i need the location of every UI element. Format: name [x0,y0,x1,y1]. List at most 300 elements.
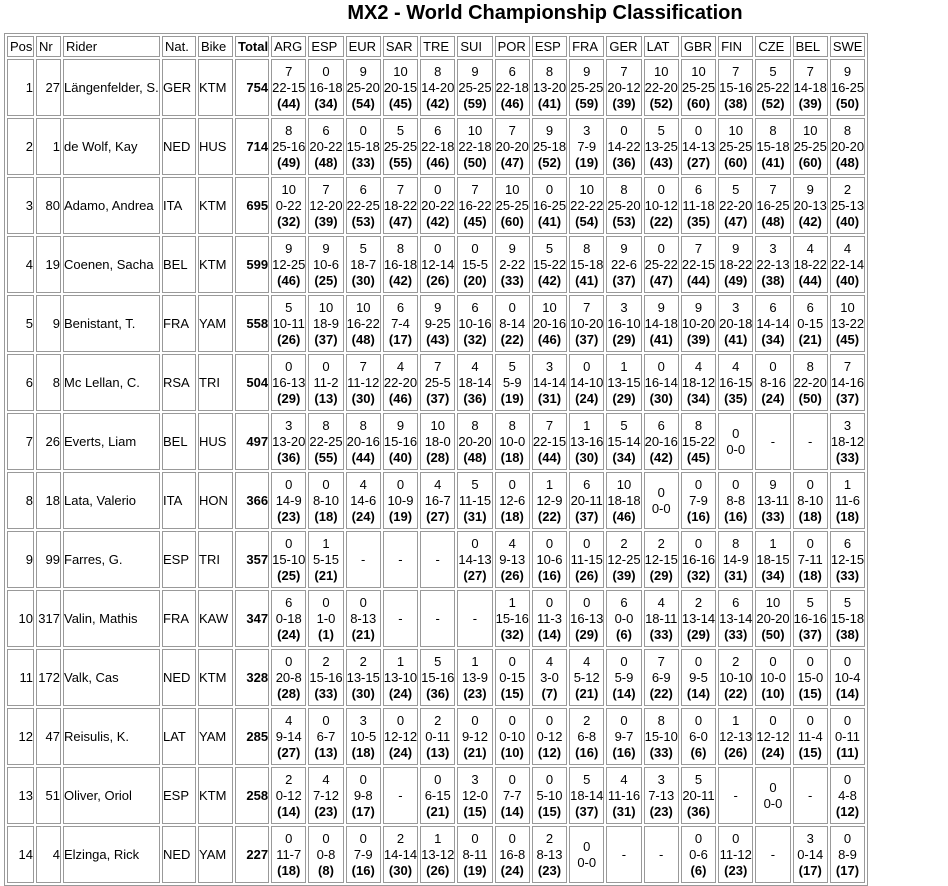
race-points: (40) [835,213,860,229]
race-bonus: 7 [471,181,479,197]
race-bonus: 3 [285,417,293,433]
total-cell: 227 [235,826,269,883]
race-result-cell [495,354,530,411]
race-bonus: 0 [322,712,330,728]
header-total: Total [235,36,269,57]
race-points: (13) [314,744,338,760]
race-heats: 11-12 [719,846,752,862]
race-result-cell [271,354,306,411]
no-result: - [621,846,627,862]
header-race: GBR [681,36,716,57]
race-points: (38) [835,626,860,642]
race-result-cell [457,177,492,234]
race-result-cell [718,177,753,234]
race-points: (49) [724,272,748,288]
race-points: (17) [388,331,413,347]
race-bonus: 7 [620,63,628,79]
race-bonus: 0 [508,830,516,846]
number-cell: 18 [36,472,61,529]
header-race: POR [495,36,530,57]
race-points: (32) [277,213,301,229]
race-points: (33) [761,508,785,524]
race-result-cell [793,531,828,588]
race-points: (33) [500,272,524,288]
race-bonus: 0 [657,484,665,500]
race-result-cell [681,649,716,706]
race-bonus: 1 [545,476,554,492]
race-result-cell [532,59,567,116]
total-cell: 754 [235,59,269,116]
race-points: (22) [537,508,562,524]
race-result-cell [457,649,492,706]
race-points: (40) [388,449,413,465]
race-heats: 25-25 [719,138,753,154]
race-points: (50) [463,154,487,170]
race-result-cell [569,59,604,116]
race-result-cell [793,590,828,647]
race-points: (26) [426,272,450,288]
position-cell: 3 [7,177,34,234]
header-race: ESP [532,36,567,57]
race-result-cell [346,236,381,293]
race-heats: 0-0 [726,441,746,457]
race-result-cell [271,531,306,588]
race-bonus: 10 [653,63,669,79]
race-bonus: 0 [471,712,479,728]
race-result-cell [495,472,530,529]
race-bonus: 6 [359,181,367,197]
race-heats: 8-11 [462,846,488,862]
race-bonus: 9 [806,181,814,197]
race-result-cell [308,649,343,706]
race-bonus: 0 [322,476,330,492]
race-bonus: 1 [434,830,442,846]
total-cell: 258 [235,767,269,824]
race-result-cell [569,590,604,647]
race-result-cell [755,295,790,352]
race-result-cell [606,649,641,706]
race-heats: 16-18 [309,79,343,95]
race-points: (36) [277,449,301,465]
race-points: (18) [314,508,338,524]
race-points: (20) [463,272,487,288]
race-points: (19) [463,862,487,878]
race-result-cell [606,708,641,765]
race-result-cell [718,236,753,293]
race-bonus: 0 [694,653,703,669]
race-result-cell [606,118,641,175]
race-heats: 22-15 [532,433,567,449]
race-heats: 22-15 [272,79,306,95]
race-bonus: 8 [396,240,405,256]
race-heats: 5-15 [312,551,339,567]
race-bonus: 2 [285,771,293,787]
race-points: (23) [724,862,748,878]
race-bonus: 0 [434,771,442,787]
race-result-cell [420,295,455,352]
race-result-cell [644,708,679,765]
race-result-cell [830,118,865,175]
race-points: (30) [575,449,599,465]
race-result-cell [718,59,753,116]
race-bonus: 10 [430,417,445,433]
race-bonus: 8 [806,358,814,374]
race-heats: 25-20 [607,197,641,213]
race-heats: 20-16 [644,433,678,449]
race-result-cell [718,354,753,411]
header-race: ESP [308,36,343,57]
header-race: SWE [830,36,865,57]
race-result-cell [644,472,679,529]
race-result-cell [718,708,753,765]
race-points: (29) [575,626,599,642]
race-points: (32) [500,626,524,642]
race-points: (48) [761,213,785,229]
race-bonus: 0 [657,358,665,374]
race-points: (21) [798,331,822,347]
race-bonus: 1 [843,476,852,492]
table-row [7,354,865,411]
number-cell: 99 [36,531,61,588]
race-bonus: 0 [583,838,591,854]
race-heats: 25-25 [458,79,492,95]
race-result-cell [420,59,455,116]
race-points: (33) [835,449,860,465]
race-points: (35) [686,213,711,229]
race-bonus: 3 [583,122,591,138]
race-heats: 6-0 [689,728,708,744]
race-heats: 7-9 [689,492,708,508]
race-points: (31) [724,567,748,583]
race-points: (45) [686,449,711,465]
race-heats: 15-16 [421,669,455,685]
race-heats: 22-13 [756,256,790,272]
race-bonus: 4 [583,653,591,669]
race-points: (60) [500,213,524,229]
race-result-cell [606,767,641,824]
race-points: (41) [537,213,562,229]
bike-cell: YAM [198,826,233,883]
race-result-cell [308,354,343,411]
header-race: EUR [346,36,381,57]
race-result-cell [383,649,418,706]
race-heats: 11-15 [458,492,492,508]
race-points: (48) [835,154,860,170]
race-points: (25) [277,567,301,583]
race-result-cell [532,590,567,647]
position-cell: 11 [7,649,34,706]
rider-cell: Reisulis, K. [63,708,160,765]
race-result-cell [718,649,753,706]
race-bonus: 4 [806,240,814,256]
race-bonus: 2 [359,653,367,669]
total-cell: 497 [235,413,269,470]
race-heats: 25-25 [793,138,827,154]
race-heats: 8-8 [726,492,746,508]
race-points: (42) [426,95,450,111]
race-bonus: 6 [769,299,777,315]
race-bonus: 0 [732,476,740,492]
number-cell: 8 [36,354,61,411]
race-bonus: 3 [545,358,554,374]
race-result-cell [830,590,865,647]
race-result-cell [383,590,418,647]
race-heats: 5-9 [614,669,634,685]
race-bonus: 4 [508,535,516,551]
race-bonus: 0 [359,122,367,138]
race-points: (21) [575,685,599,701]
race-points: (18) [798,508,822,524]
race-result-cell [830,295,865,352]
race-heats: 16-16 [681,551,716,567]
race-result-cell [457,708,492,765]
race-heats: 4-8 [838,787,857,803]
race-bonus: 0 [843,712,852,728]
race-bonus: 1 [322,535,330,551]
race-result-cell [346,708,381,765]
race-points: (60) [686,95,711,111]
race-result-cell [718,295,753,352]
number-cell: 51 [36,767,61,824]
race-points: (15) [500,685,524,701]
race-result-cell [755,472,790,529]
race-bonus: 4 [359,476,367,492]
race-heats: 22-22 [570,197,604,213]
table-row [7,413,865,470]
race-result-cell [383,413,418,470]
race-heats: 11-15 [570,551,603,567]
no-result: - [808,787,813,803]
race-bonus: 5 [545,240,554,256]
race-heats: 0-14 [797,846,824,862]
header-pos: Pos [7,36,34,57]
race-heats: 11-2 [313,374,339,390]
race-bonus: 6 [657,417,665,433]
race-bonus: 7 [508,122,516,138]
race-bonus: 9 [620,240,628,256]
number-cell: 80 [36,177,61,234]
race-points: (53) [351,213,375,229]
race-bonus: 8 [471,417,479,433]
race-result-cell [495,413,530,470]
race-heats: 14-9 [722,551,749,567]
bike-cell: YAM [198,295,233,352]
race-bonus: 0 [843,771,852,787]
race-bonus: 10 [281,181,296,197]
rider-cell: Oliver, Oriol [63,767,160,824]
race-heats: 16-25 [532,197,567,213]
race-points: (15) [537,803,562,819]
race-bonus: 7 [657,653,665,669]
race-bonus: 2 [843,181,852,197]
race-heats: 10-0 [759,669,786,685]
race-bonus: 0 [508,771,516,787]
race-points: (16) [686,508,711,524]
race-result-cell [271,59,306,116]
race-result-cell [308,177,343,234]
race-result-cell [383,708,418,765]
race-result-cell [346,826,381,883]
race-points: (52) [649,95,673,111]
race-points: (23) [277,508,301,524]
race-result-cell [495,590,530,647]
race-points: (60) [724,154,748,170]
race-heats: 20-16 [532,315,567,331]
race-bonus: 0 [694,712,703,728]
race-heats: 8-13 [350,610,377,626]
race-heats: 7-9 [353,846,373,862]
race-points: (22) [724,685,748,701]
race-result-cell [718,118,753,175]
race-bonus: 7 [396,181,405,197]
race-bonus: 10 [840,299,855,315]
race-result-cell [681,118,716,175]
race-heats: 8-13 [536,846,563,862]
race-points: (29) [686,626,711,642]
race-result-cell [569,708,604,765]
position-cell: 12 [7,708,34,765]
race-heats: 10-6 [312,256,339,272]
position-cell: 13 [7,767,34,824]
race-bonus: 1 [471,653,479,669]
race-bonus: 9 [396,417,405,433]
number-cell: 317 [36,590,61,647]
race-bonus: 2 [545,830,554,846]
race-result-cell [308,118,343,175]
race-points: (18) [500,449,524,465]
position-cell: 14 [7,826,34,883]
race-result-cell [830,531,865,588]
race-result-cell [346,649,381,706]
race-points: (33) [649,744,673,760]
race-bonus: 6 [434,122,442,138]
race-heats: 13-25 [644,138,678,154]
race-points: (39) [686,331,711,347]
header-bike: Bike [198,36,233,57]
race-bonus: 0 [732,425,740,441]
race-bonus: 5 [583,771,591,787]
race-bonus: 8 [508,417,516,433]
race-points: (27) [686,154,711,170]
race-bonus: 3 [732,299,740,315]
race-bonus: 0 [657,240,665,256]
race-heats: 16-13 [272,374,306,390]
classification-table [4,33,868,886]
race-heats: 18-7 [350,256,377,272]
race-result-cell [830,472,865,529]
race-heats: 22-18 [495,79,529,95]
race-result-cell [383,177,418,234]
race-heats: 0-15 [797,315,824,331]
race-points: (59) [463,95,487,111]
race-heats: 13-14 [719,610,753,626]
race-heats: 16-18 [383,256,418,272]
race-points: (27) [463,567,487,583]
race-heats: 14-22 [607,138,641,154]
race-result-cell [681,236,716,293]
race-points: (36) [612,154,636,170]
race-points: (36) [463,390,487,406]
race-heats: 13-9 [461,669,488,685]
race-result-cell [755,177,790,234]
race-heats: 5-10 [536,787,563,803]
race-result-cell [606,177,641,234]
race-points: (37) [575,803,599,819]
race-points: (33) [724,626,748,642]
position-cell: 4 [7,236,34,293]
race-heats: 5-12 [573,669,600,685]
race-heats: 11-16 [607,787,641,803]
race-result-cell [420,354,455,411]
nationality-cell: RSA [162,354,196,411]
race-heats: 16-25 [830,79,865,95]
race-result-cell [793,767,828,824]
race-result-cell [495,708,530,765]
race-bonus: 5 [657,122,665,138]
race-result-cell [420,708,455,765]
race-result-cell [271,236,306,293]
race-points: (24) [761,744,785,760]
race-bonus: 5 [806,594,814,610]
rider-cell: Elzinga, Rick [63,826,160,883]
race-bonus: 0 [806,476,814,492]
header-nr: Nr [36,36,61,57]
race-points: (19) [500,390,524,406]
race-result-cell [271,472,306,529]
race-heats: 16-15 [719,374,753,390]
race-result-cell [755,649,790,706]
bike-cell: KTM [198,767,233,824]
race-points: (31) [537,390,562,406]
race-points: (26) [277,331,301,347]
race-heats: 25-13 [830,197,865,213]
race-heats: 12-12 [756,728,790,744]
header-race: CZE [755,36,790,57]
race-result-cell [793,236,828,293]
race-heats: 14-14 [756,315,790,331]
race-result-cell [457,354,492,411]
race-bonus: 10 [616,476,632,492]
race-points: (11) [836,744,859,760]
race-bonus: 0 [843,830,852,846]
race-heats: 12-14 [421,256,455,272]
race-points: (1) [318,626,334,642]
bike-cell: KTM [198,59,233,116]
race-points: (46) [537,331,562,347]
race-result-cell [830,236,865,293]
race-bonus: 6 [843,535,852,551]
race-heats: 15-22 [532,256,567,272]
race-bonus: 1 [508,594,516,610]
race-result-cell [755,767,790,824]
bike-cell: YAM [198,708,233,765]
race-heats: 20-12 [607,79,641,95]
race-heats: 22-18 [421,138,455,154]
race-points: (21) [314,567,338,583]
race-result-cell [606,236,641,293]
header-race: FRA [569,36,604,57]
race-bonus: 7 [806,63,814,79]
race-points: (37) [426,390,450,406]
race-result-cell [495,531,530,588]
race-result-cell [457,767,492,824]
race-result-cell [308,413,343,470]
race-bonus: 0 [359,830,367,846]
race-points: (16) [724,508,748,524]
race-result-cell [644,649,679,706]
race-heats: 20-20 [458,433,492,449]
no-result: - [398,787,403,803]
